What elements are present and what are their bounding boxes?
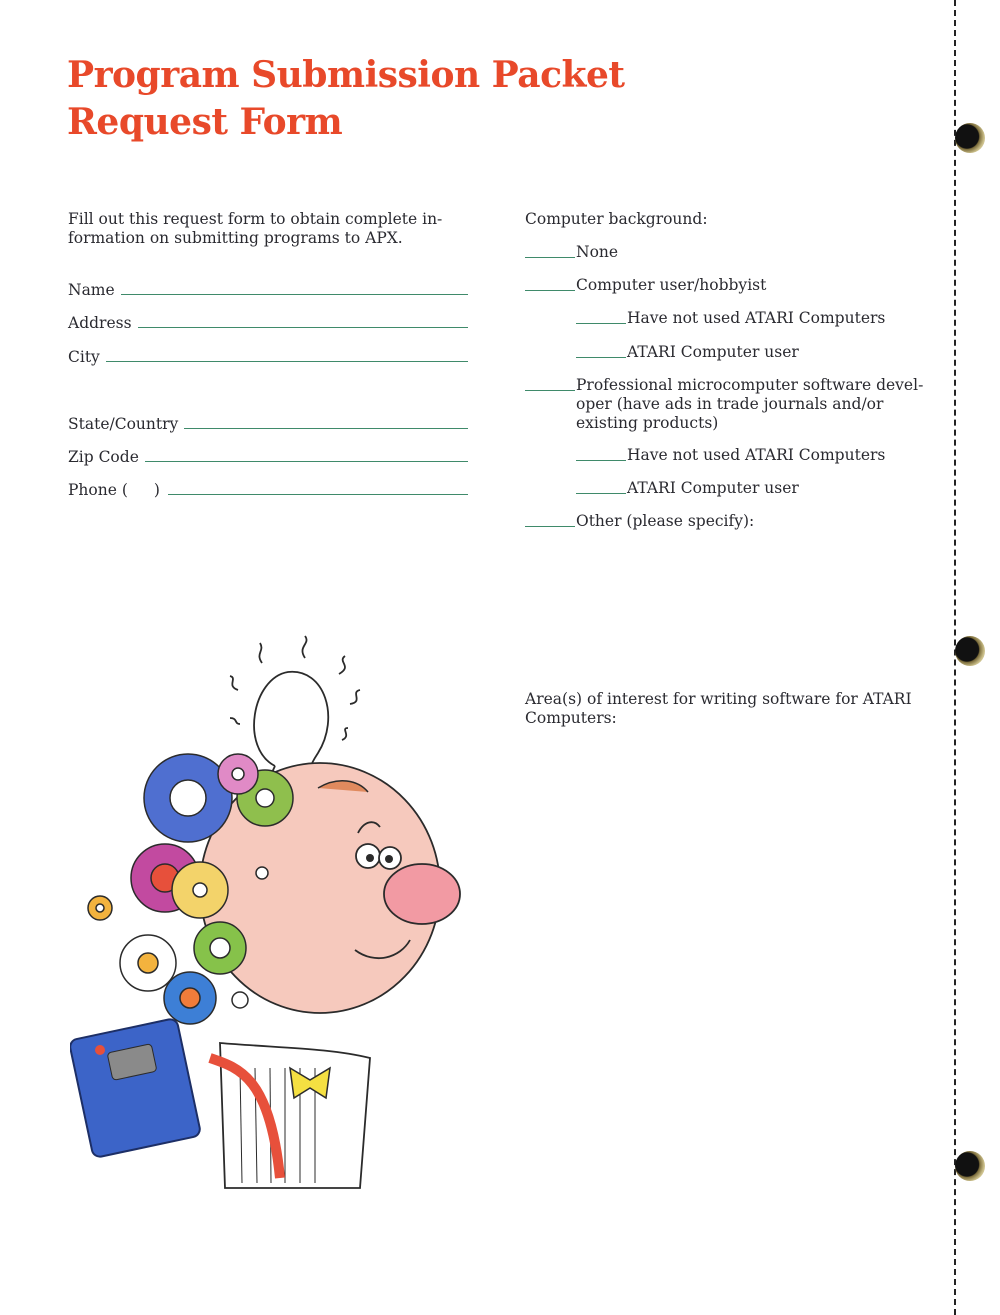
blank-line[interactable] [576, 446, 626, 461]
phone-line[interactable] [168, 494, 468, 495]
title-line-1: Program Submission Packet [67, 54, 625, 96]
title-line-2: Request Form [67, 101, 343, 143]
option-other[interactable] [525, 512, 754, 531]
option-professional[interactable] [525, 376, 925, 433]
background-heading: Computer background: [525, 210, 708, 228]
option-professional-not-used[interactable] [576, 446, 885, 465]
interest-heading: Area(s) of interest for writing software for ATARI Computers: [525, 690, 912, 727]
option-label: Computer user/hobbyist [576, 276, 767, 294]
phone-paren: ) [153, 481, 160, 499]
city-field[interactable] [68, 344, 468, 366]
option-hobbyist-not-used[interactable] [576, 309, 885, 328]
name-label: Name [68, 281, 115, 299]
intro-text: Fill out this request form to obtain complete in-formation on submitting programs to APX. [68, 210, 443, 247]
binder-hole-icon [955, 1151, 985, 1181]
option-professional-user[interactable] [576, 479, 799, 498]
state-country-line[interactable] [184, 428, 468, 429]
address-line[interactable] [138, 327, 468, 328]
option-hobbyist-user[interactable] [576, 343, 799, 362]
city-label: City [68, 348, 100, 366]
blank-line[interactable] [576, 343, 626, 358]
zip-label: Zip Code [68, 448, 139, 466]
blank-line[interactable] [576, 479, 626, 494]
option-none[interactable] [525, 243, 618, 262]
option-label: Professional microcomputer software devel-oper (have ads in trade journals and/or existing products) [576, 376, 924, 432]
binder-hole-icon [955, 636, 985, 666]
binder-hole-icon [955, 123, 985, 153]
phone-label: Phone ( [68, 481, 128, 499]
option-label: Have not used ATARI Computers [627, 309, 886, 327]
zip-line[interactable] [145, 461, 468, 462]
blank-line[interactable] [525, 276, 575, 291]
option-label: ATARI Computer user [627, 479, 799, 497]
form-title [67, 52, 625, 146]
option-label: Have not used ATARI Computers [627, 446, 886, 464]
name-field[interactable] [68, 277, 468, 299]
phone-field[interactable] [68, 477, 468, 499]
name-line[interactable] [121, 294, 468, 295]
address-label: Address [68, 314, 132, 332]
blank-line[interactable] [525, 512, 575, 527]
option-label: None [576, 243, 619, 261]
zip-field[interactable] [68, 444, 468, 466]
state-country-field[interactable] [68, 411, 468, 433]
blank-line[interactable] [525, 243, 575, 258]
blank-line[interactable] [525, 376, 575, 391]
state-country-label: State/Country [68, 415, 179, 433]
gear-head-illustration [70, 628, 480, 1198]
blank-line[interactable] [576, 309, 626, 324]
address-field[interactable] [68, 310, 468, 332]
city-line[interactable] [106, 361, 468, 362]
option-label: ATARI Computer user [627, 343, 799, 361]
option-label: Other (please specify): [576, 512, 755, 530]
option-hobbyist[interactable] [525, 276, 766, 295]
